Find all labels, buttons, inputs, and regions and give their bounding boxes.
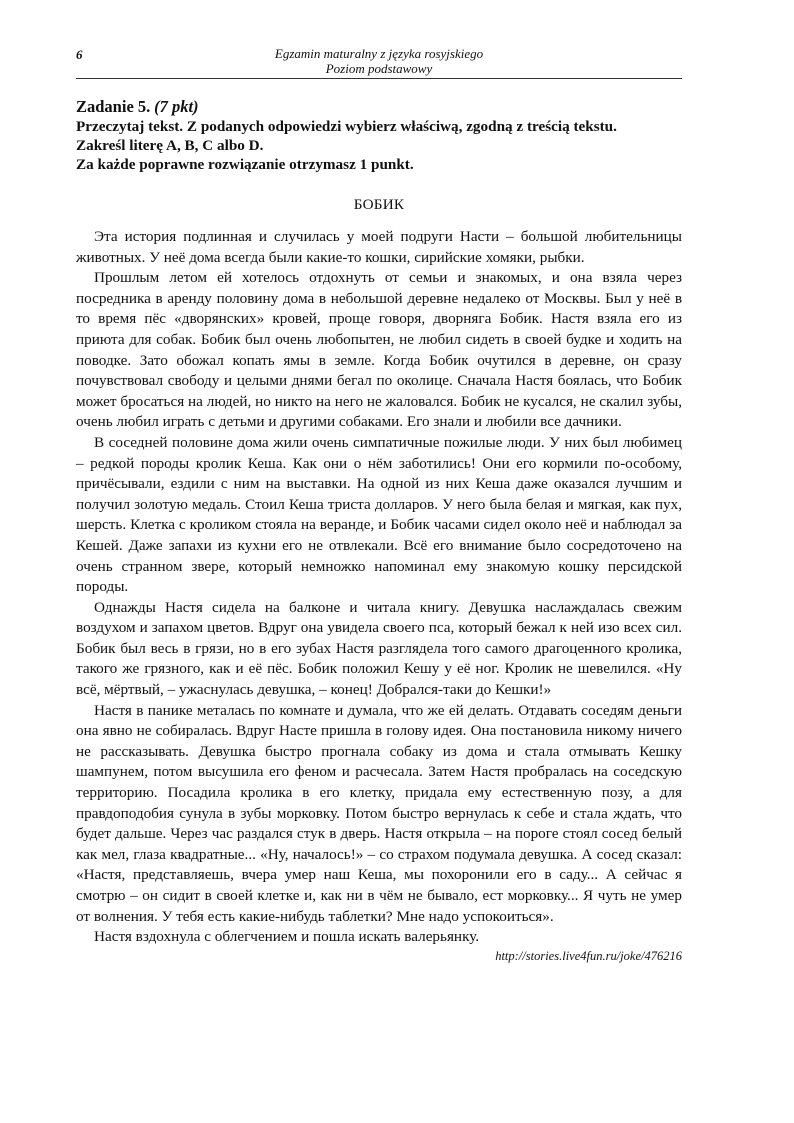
exam-title: Egzamin maturalny z języka rosyjskiego (274, 46, 484, 61)
story-paragraph: Однажды Настя сидела на балконе и читала книгу. Девушка наслаждалась свежим воздухом и запахом цветов. Вдруг она увидела своего пса, который бежал к ней изо всех сил. Бобик был весь в грязи, но в его зубах Настя разглядела того самого драгоценного кролика, такого же грязного, как и её пёс. Бобик положил Кешу у её ног. Кролик не шевелился. «Ну всё, мёртвый, – ужаснулась девушка, – конец! Добрался-таки до Кешки!» (76, 598, 682, 699)
exam-level: Poziom podstawowy (325, 61, 433, 76)
task-heading (76, 97, 682, 117)
page-header (76, 44, 682, 79)
task-instruction-2: Zakreśl literę A, B, C albo D. (76, 137, 264, 154)
task-instruction-1: Przeczytaj tekst. Z podanych odpowiedzi wybierz właściwą, zgodną z treścią tekstu. (76, 118, 617, 135)
task-block (76, 97, 682, 174)
task-title: Zadanie 5. (76, 97, 151, 116)
story-text (76, 227, 682, 948)
story-paragraph: Прошлым летом ей хотелось отдохнуть от семьи и знакомых, и она взяла через посредника в аренду половину дома в небольшой деревне недалеко от Москвы. Был у неё в то время пёс «дворянских» кровей, проще говоря, дворняга Бобик. Настя взяла его из приюта для собак. Бобик был очень любопытен, не любил сидеть в своей будке и ходить на поводке. Зато обожал копать ямы в земле. Когда Бобик очутился в деревне, он сразу почувствовал свободу и целыми днями бегал по околице. Сначала Настя боялась, что Бобик может бросаться на людей, но никто на него не жаловался. Бобик не кусался, не скалил зубы, очень любил играть с детьми и другими собаками. Его знали и любили все дачники. (76, 269, 682, 431)
story-paragraph: В соседней половине дома жили очень симпатичные пожилые люди. У них был любимец – редкой породы кролик Кеша. Как они о нём заботились! Они его кормили по-особому, причёсывали, ездили с ним на выставки. На одной из них Кеша даже оказался лучшим и получил золотую медаль. Стоил Кеша триста долларов. У него была белая и мягкая, как пух, шерсть. Клетка с кроликом стояла на веранде, и Бобик часами сидел около неё и наблюдал за Кешей. Даже запахи из кухни его не отвлекали. Всё его внимание было сосредоточено на очень странном звере, который немножко напоминал ему знакомую кошку персидской породы. (76, 433, 682, 596)
page-number: 6 (76, 47, 83, 62)
story-paragraph: Настя в панике металась по комнате и думала, что же ей делать. Отдавать соседям деньги она явно не собиралась. Вдруг Насте пришла в голову идея. Она постановила никому ничего не рассказывать. Девушка быстро прогнала собаку из дома и стала отмывать Кешку шампунем, потом высушила его феном и расчесала. Затем Настя пробралась на соседскую территорию. Посадила кролика в его клетку, придала ему естественную позу, а для правдоподобия сунула в зубы морковку. Потом быстро вернулась к себе и стала ждать, что будет дальше. Через час раздался стук в дверь. Настя открыла – на пороге стоял сосед белый как мел, глаза квадратные... «Ну, началось!» – со страхом подумала девушка. А сосед сказал: «Настя, представляешь, вчера умер наш Кеша, мы похоронили его в саду... А сейчас я смотрю – он сидит в своей клетке и, как ни в чём не бывало, ест морковку... Я чуть не умер от волнения. У тебя есть какие-нибудь таблетки? Мне надо успокоиться». (76, 701, 682, 925)
story-paragraph: Эта история подлинная и случилась у моей подруги Насти – большой любительницы животных. У неё дома всегда были какие-то кошки, сирийские хомяки, рыбки. (76, 228, 682, 266)
task-points: (7 pkt) (154, 97, 199, 116)
exam-page (76, 44, 682, 964)
story-title: БОБИК (353, 196, 405, 213)
header-text (76, 46, 682, 76)
story-source-link[interactable]: http://stories.live4fun.ru/joke/476216 (495, 948, 682, 963)
task-instruction-3: Za każde poprawne rozwiązanie otrzymasz 1 punkt. (76, 156, 414, 173)
story-paragraph: Настя вздохнула с облегчением и пошла искать валерьянку. (94, 928, 480, 946)
